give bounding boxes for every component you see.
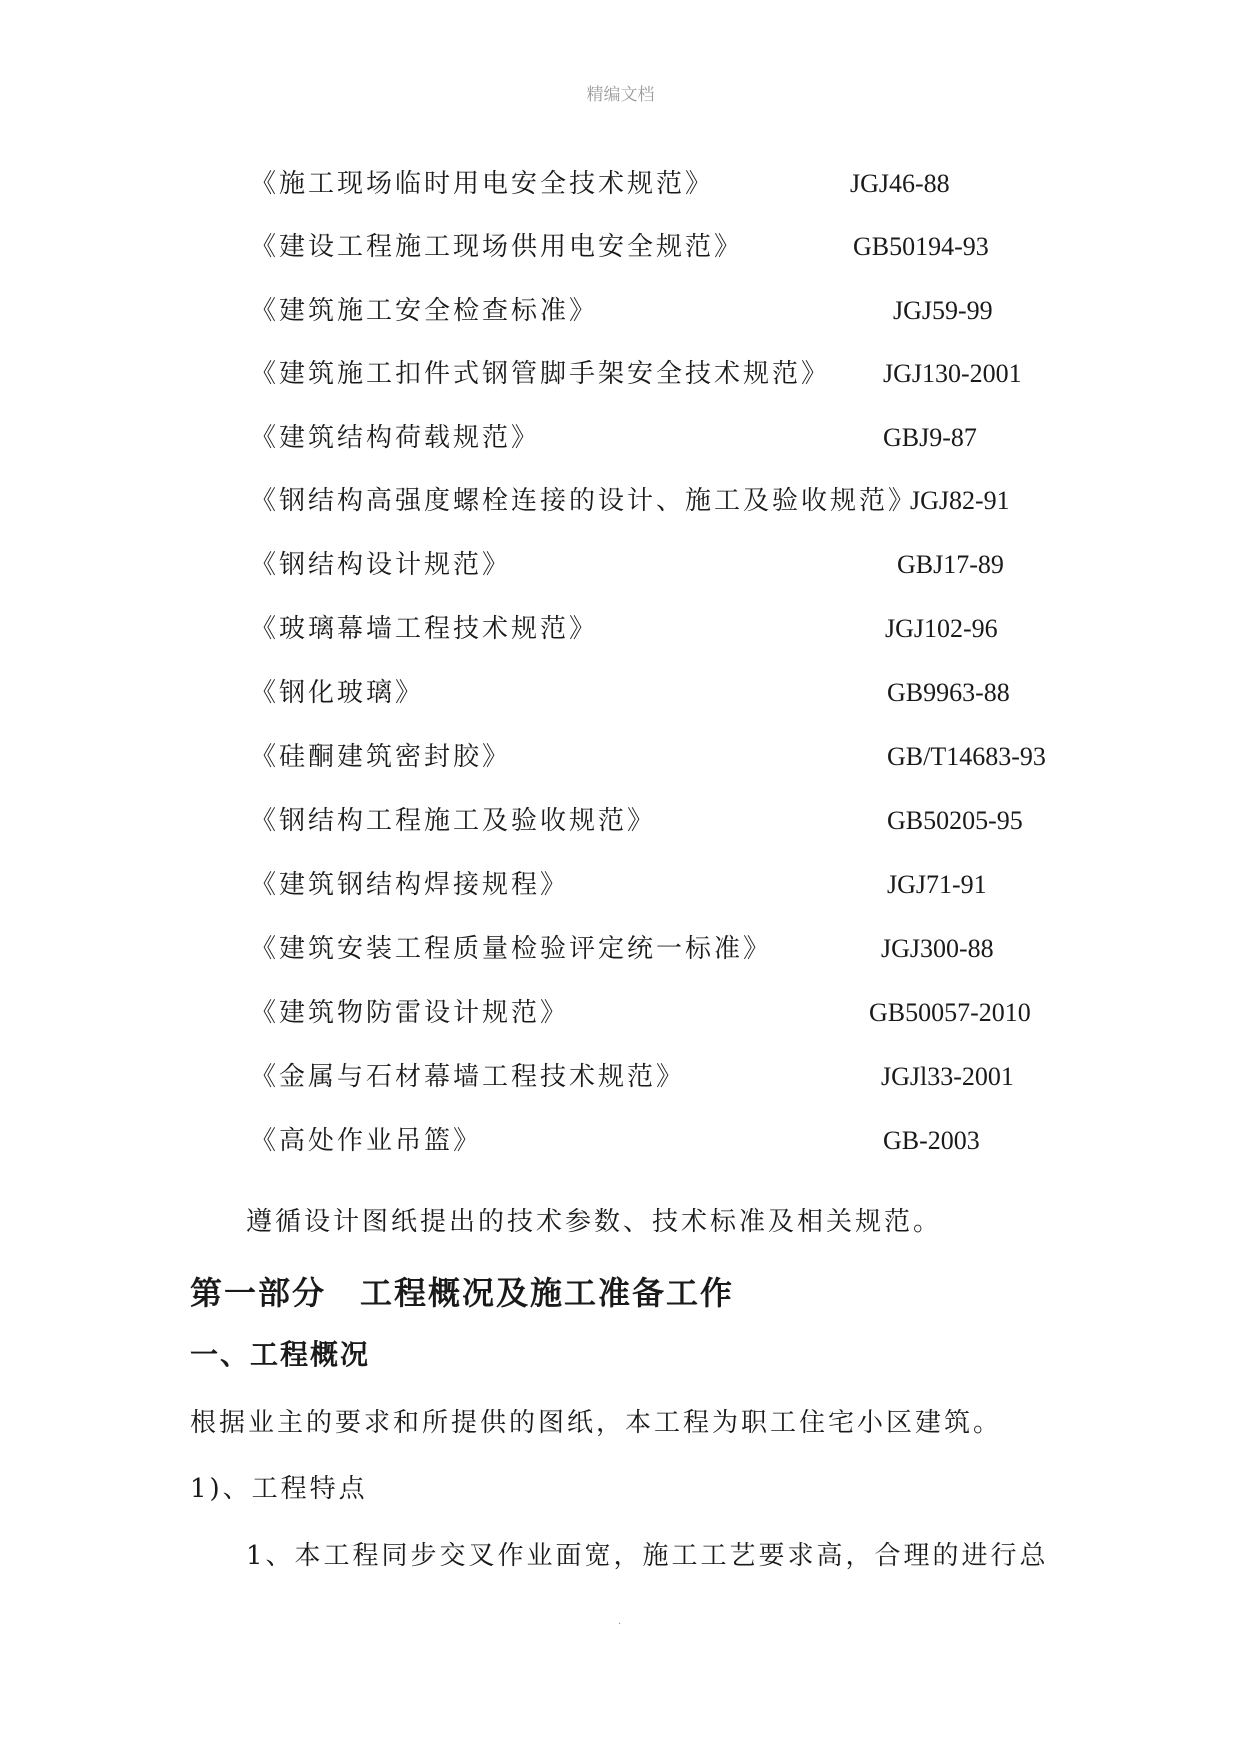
- standard-row: [0, 291, 1241, 331]
- standard-title: 《建筑结构荷载规范》: [250, 423, 541, 453]
- standard-row: [0, 418, 1241, 458]
- standard-title: 《建筑钢结构焊接规程》: [250, 870, 570, 900]
- footer-mark: .: [618, 1616, 622, 1627]
- subsection-title: 一、工程概况: [190, 1338, 371, 1371]
- feature-item-1: 1、本工程同步交叉作业面宽，施工工艺要求高，合理的进行总: [246, 1541, 1049, 1571]
- standard-code: JGJ300-88: [881, 934, 994, 963]
- standard-code: JGJ102-96: [885, 614, 998, 643]
- standard-code: JGJ59-99: [893, 296, 993, 325]
- standard-code: GB9963-88: [887, 678, 1010, 707]
- standard-row: [0, 545, 1241, 585]
- standard-row: [0, 993, 1241, 1033]
- standard-code: GBJ17-89: [897, 550, 1004, 579]
- follow-standards-text: 遵循设计图纸提出的技术参数、技术标准及相关规范。: [246, 1207, 943, 1237]
- standard-row: [0, 929, 1241, 969]
- standard-row: [0, 164, 1241, 204]
- intro-paragraph: 根据业主的要求和所提供的图纸，本工程为职工住宅小区建筑。: [190, 1408, 1003, 1438]
- features-label: 1)、工程特点: [190, 1474, 368, 1504]
- standard-code: JGJ46-88: [850, 169, 950, 198]
- standard-code: GBJ9-87: [883, 423, 977, 452]
- standard-title: 《钢结构工程施工及验收规范》: [250, 806, 657, 836]
- standard-title: 《玻璃幕墙工程技术规范》: [250, 614, 599, 644]
- standard-row: [0, 865, 1241, 905]
- section-title: 第一部分 工程概况及施工准备工作: [190, 1274, 735, 1312]
- standard-title: 《建筑施工安全检查标准》: [250, 296, 599, 326]
- standard-row: [0, 354, 1241, 394]
- standard-code: GB/T14683-93: [887, 742, 1046, 771]
- standard-row: [0, 801, 1241, 841]
- standard-title: 《金属与石材幕墙工程技术规范》: [250, 1062, 686, 1092]
- standard-title: 《钢结构设计规范》: [250, 550, 512, 580]
- standard-title: 《钢化玻璃》: [250, 678, 425, 708]
- standard-code: JGJ82-91: [910, 486, 1010, 515]
- standard-row: [0, 481, 1241, 521]
- standard-code: JGJl33-2001: [881, 1062, 1014, 1091]
- standard-code: GB50057-2010: [869, 998, 1031, 1027]
- standard-row: [0, 609, 1241, 649]
- standard-title: 《建筑安装工程质量检验评定统一标准》: [250, 934, 773, 964]
- standard-title: 《建筑施工扣件式钢管脚手架安全技术规范》: [250, 359, 831, 389]
- standard-title: 《硅酮建筑密封胶》: [250, 742, 512, 772]
- standard-row: [0, 1057, 1241, 1097]
- page-header: 精编文档: [586, 85, 655, 105]
- standard-code: JGJ71-91: [887, 870, 987, 899]
- standard-code: JGJ130-2001: [883, 359, 1022, 388]
- standard-row: [0, 737, 1241, 777]
- standard-code: GB50194-93: [853, 232, 989, 261]
- standard-title: 《钢结构高强度螺栓连接的设计、施工及验收规范》: [250, 486, 918, 516]
- standard-title: 《建设工程施工现场供用电安全规范》: [250, 232, 744, 262]
- standard-code: GB50205-95: [887, 806, 1023, 835]
- standard-title: 《高处作业吊篮》: [250, 1126, 483, 1156]
- standard-row: [0, 227, 1241, 267]
- standard-code: GB-2003: [883, 1126, 980, 1155]
- standard-row: [0, 673, 1241, 713]
- standard-title: 《建筑物防雷设计规范》: [250, 998, 570, 1028]
- standard-row: [0, 1121, 1241, 1161]
- standard-title: 《施工现场临时用电安全技术规范》: [250, 169, 715, 199]
